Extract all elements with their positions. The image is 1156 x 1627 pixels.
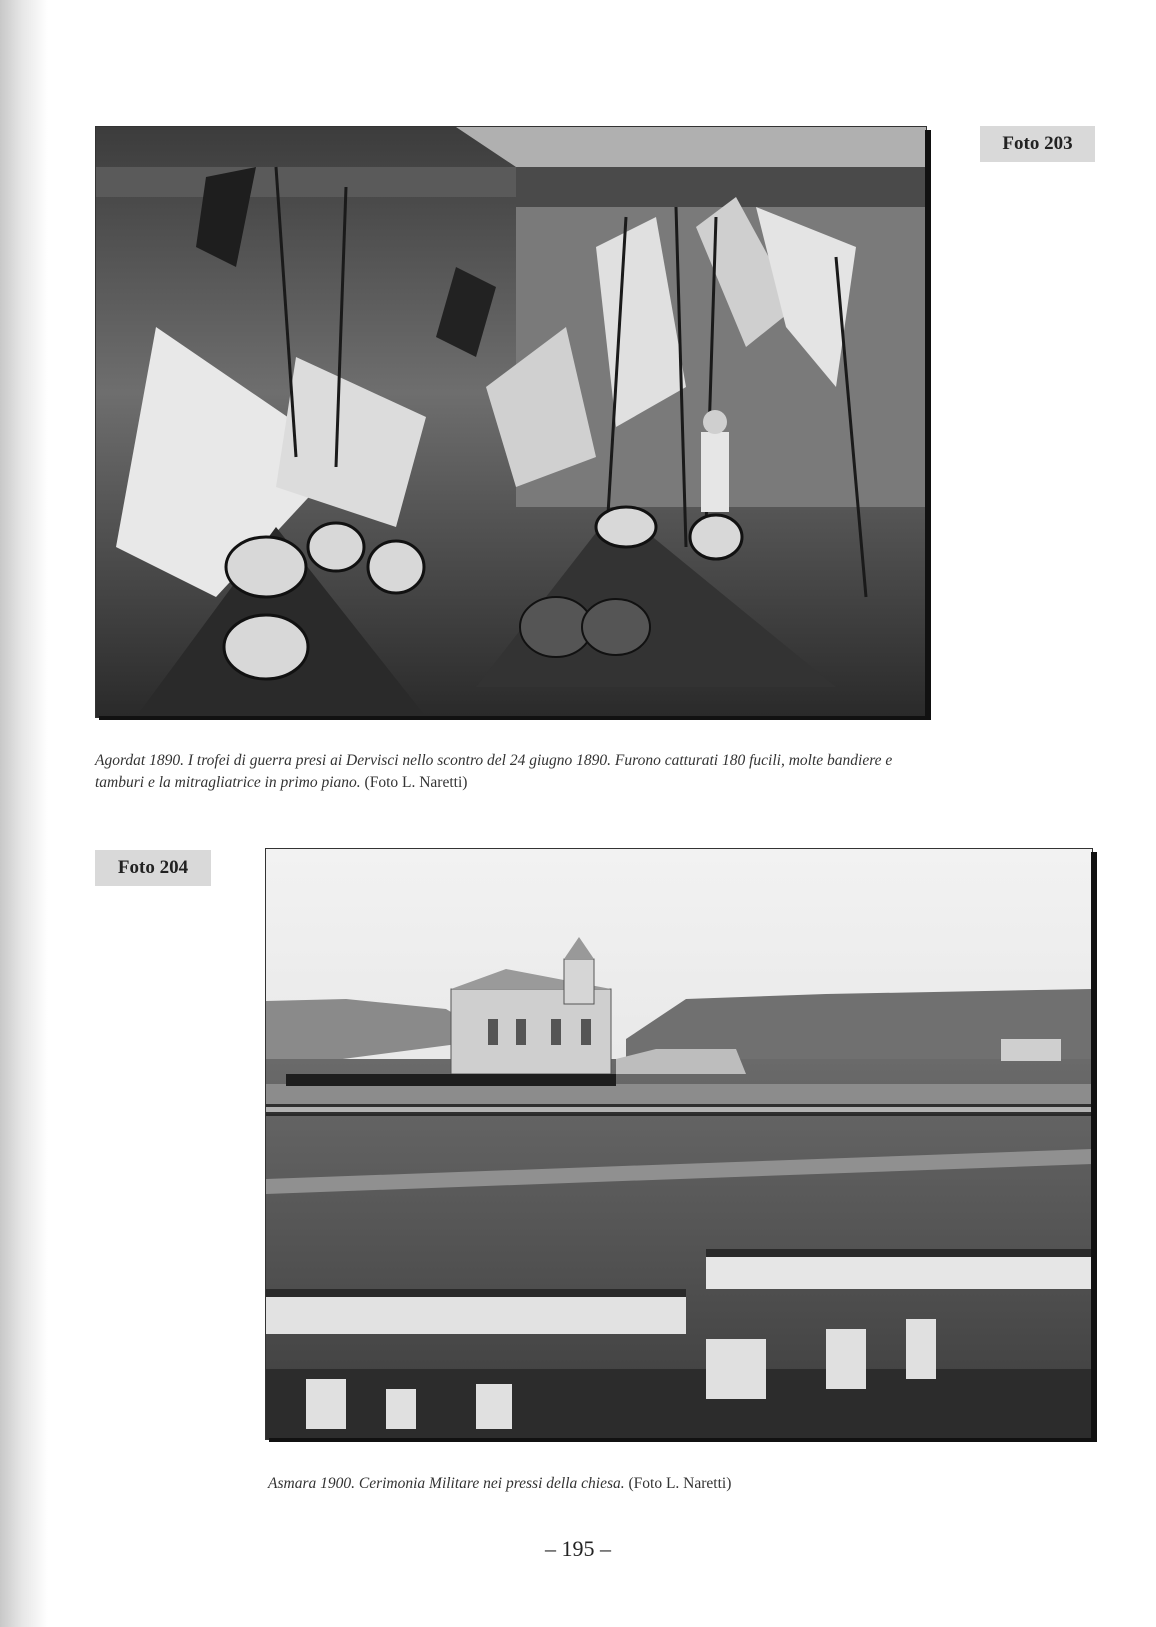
photo-204-tag-text: Foto 204 [117,857,189,878]
photo-203-caption-text: Agordat 1890. I trofei di guerra presi ai Dervisci nello scontro del 24 giugno 1890. Furono catturati 180 fucili, molte bandiere e tamburi e la mitragliatrice in primo piano. [95,752,893,791]
photo-203-shadow-right [925,130,931,720]
page-binding-shadow [0,0,48,1627]
page-number: – 195 – [545,1536,611,1561]
photo-204-shadow-bottom [269,1438,1097,1442]
photo-203-tag [980,126,1095,162]
photo-204-caption [268,1473,1098,1495]
photo-203-war-trophies [95,126,927,718]
photo-203-caption [95,750,930,794]
photo-204-caption-text: Asmara 1900. Cerimonia Militare nei pressi della chiesa. [268,1475,625,1492]
photo-203-tag-text: Foto 203 [1002,133,1073,154]
photo-203-shadow-bottom [99,716,931,720]
photo-204-credit: (Foto L. Naretti) [628,1475,732,1492]
photo-204-image [266,849,1092,1439]
photo-204-military-ceremony [265,848,1093,1440]
photo-204-tag [95,850,211,886]
photo-203-image [96,127,926,717]
photo-203-credit: (Foto L. Naretti) [364,774,468,791]
photo-204-shadow-right [1091,852,1097,1442]
